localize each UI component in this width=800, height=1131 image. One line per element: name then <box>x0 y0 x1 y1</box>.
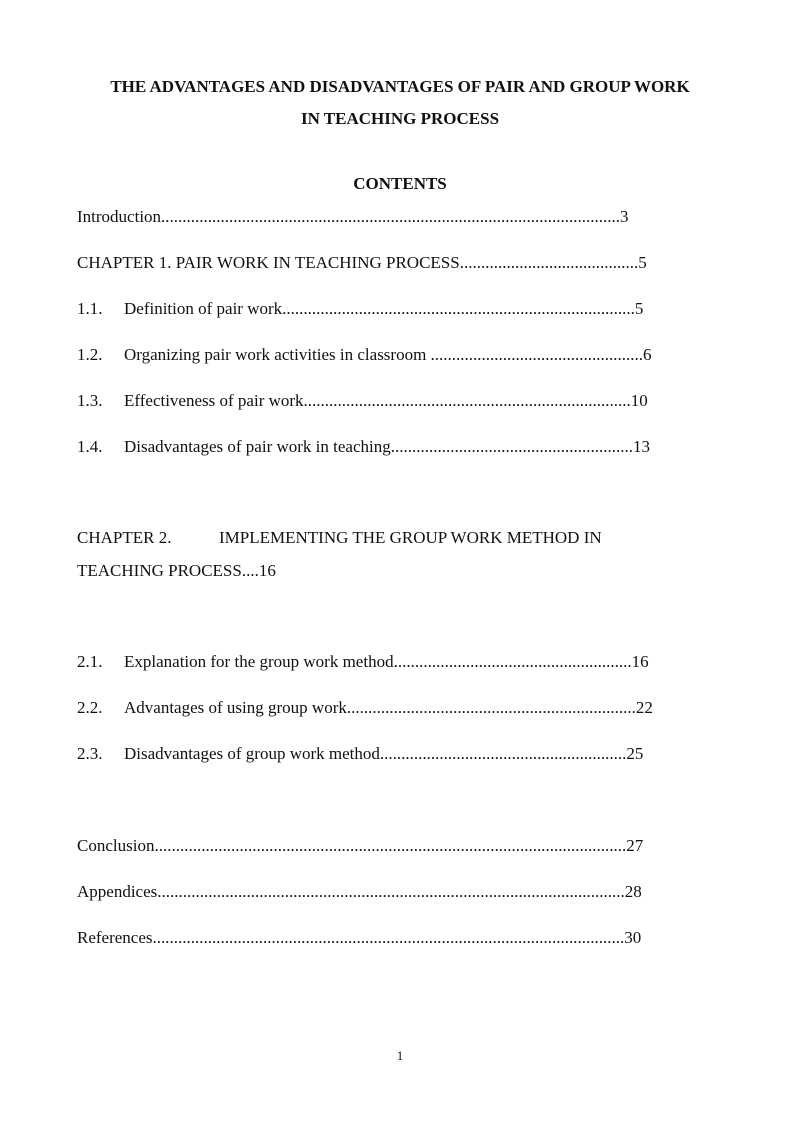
toc-entry-appendices <box>77 882 642 902</box>
document-title-line-2: IN TEACHING PROCESS <box>300 109 500 128</box>
contents-heading: CONTENTS <box>353 174 447 193</box>
toc-entry-number: 2.2. <box>77 698 103 717</box>
chapter-2-title: IMPLEMENTING THE GROUP WORK METHOD IN <box>219 528 602 547</box>
toc-entry-text: Definition of pair work...................................................................................5 <box>124 299 644 318</box>
toc-entry-introduction <box>77 207 629 227</box>
toc-entry-text: Explanation for the group work method........................................................16 <box>124 652 649 671</box>
chapter-2-continuation: TEACHING PROCESS....16 <box>77 561 276 580</box>
toc-entry-number: 1.4. <box>77 437 103 456</box>
toc-entry-2-1 <box>77 652 649 672</box>
toc-entry-text: CHAPTER 1. PAIR WORK IN TEACHING PROCESS..........................................5 <box>77 253 647 272</box>
toc-entry-number: 1.1. <box>77 299 103 318</box>
toc-entry-text: Effectiveness of pair work.............................................................................10 <box>124 391 648 410</box>
toc-entry-text: Disadvantages of pair work in teaching.........................................................13 <box>124 437 650 456</box>
toc-entry-chapter-1 <box>77 253 647 273</box>
toc-entry-1-4 <box>77 437 650 457</box>
toc-entry-text: Conclusion...............................................................................................................27 <box>77 836 644 855</box>
toc-entry-text: Disadvantages of group work method..........................................................25 <box>124 744 644 763</box>
toc-entry-1-1 <box>77 299 643 319</box>
toc-entry-2-2 <box>77 698 653 718</box>
chapter-2-label: CHAPTER 2. <box>77 528 172 547</box>
toc-entry-conclusion <box>77 836 643 856</box>
toc-entry-text: Appendices..............................................................................................................28 <box>77 882 642 901</box>
document-title-line-1: THE ADVANTAGES AND DISADVANTAGES OF PAIR AND GROUP WORK <box>110 77 690 96</box>
toc-entry-number: 2.1. <box>77 652 103 671</box>
toc-entry-references <box>77 928 641 948</box>
page-number: 1 <box>396 1048 404 1063</box>
toc-entry-1-3 <box>77 391 648 411</box>
toc-entry-number: 1.3. <box>77 391 103 410</box>
toc-entry-1-2 <box>77 345 652 365</box>
toc-entry-text: References...............................................................................................................30 <box>77 928 642 947</box>
toc-entry-chapter-2 <box>77 528 602 548</box>
toc-entry-text: Organizing pair work activities in classroom ..................................................6 <box>124 345 652 364</box>
toc-entry-number: 1.2. <box>77 345 103 364</box>
toc-entry-2-3 <box>77 744 643 764</box>
toc-entry-number: 2.3. <box>77 744 103 763</box>
toc-entry-text: Introduction............................................................................................................3 <box>77 207 629 226</box>
toc-entry-text: Advantages of using group work....................................................................22 <box>124 698 653 717</box>
